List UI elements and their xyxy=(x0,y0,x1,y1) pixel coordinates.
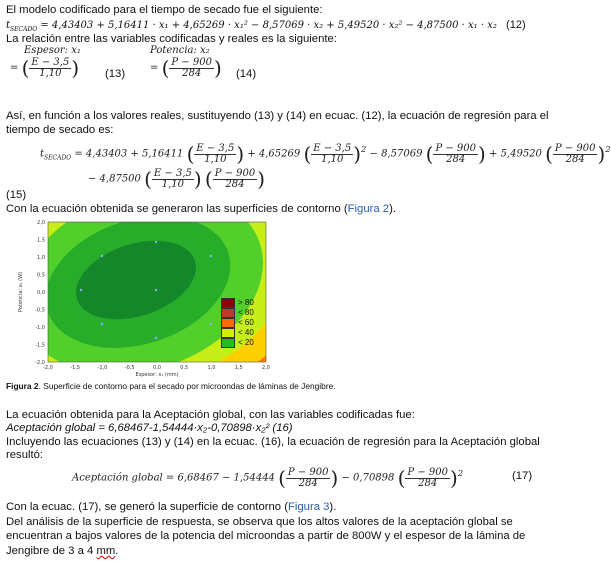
eq12-rhs: = 4,43403 + 5,16411 · x₁ + 4,65269 · x₁² − 8,57069 · x₂ + 5,49520 · x₂² − 4,87500 · x₁ · x₂ xyxy=(40,20,497,31)
analysis-paragraph-line3 xyxy=(6,545,118,559)
legend-swatch xyxy=(221,308,235,318)
eqlong-e-num-2: E − 3,5 xyxy=(313,142,352,154)
eqlong-p-den-2: 284 xyxy=(565,153,585,165)
p8c-post: . xyxy=(115,545,119,557)
legend-swatch xyxy=(221,318,235,328)
equation-14: = ( $\frac{P - 900}{284}$ ) xyxy=(150,56,222,80)
eqlong-sq-1: 2 xyxy=(361,144,367,155)
inclusion-paragraph-line2: resultó: xyxy=(6,449,44,461)
figure-3-paragraph xyxy=(6,501,336,515)
equation-13: = ( $\frac{E - 3,5}{1,10}$ ) xyxy=(10,56,80,80)
p7-text-pre: Con la ecuac. (17), se generó la superficie de contorno ( xyxy=(6,501,288,513)
eq12-number: (12) xyxy=(506,19,526,31)
inclusion-paragraph-line1: Incluyendo las ecuaciones (13) y (14) en la ecuac. (16), la ecuación de regresión para la Aceptación global xyxy=(6,436,540,448)
eqlong-lhs: t xyxy=(40,148,45,160)
eq13-number: (13) xyxy=(105,68,126,80)
eqlong-c1: + 4,65269 xyxy=(247,148,301,160)
eqlong-sub: SECADO xyxy=(44,154,72,162)
y-tick-label: -1,0 xyxy=(35,324,45,331)
eqlong-sq-2: 2 xyxy=(605,144,611,155)
caption-bold: Figura 2 xyxy=(6,381,39,391)
legend-item xyxy=(221,298,254,308)
eq17-lhs: Aceptación global = 6,68467 − 1,54444 xyxy=(72,472,275,484)
equation-12 xyxy=(6,19,526,33)
relation-paragraph: La relación entre las variables codificadas y reales es la siguiente: xyxy=(6,33,337,45)
eq14-denominator: 284 xyxy=(182,67,202,79)
eq15-number: (15) xyxy=(6,189,27,201)
legend-label: > 80 xyxy=(238,298,254,308)
caption-rest: . Superficie de contorno para el secado por microondas de láminas de Jengibre. xyxy=(38,381,336,391)
eqlong-p-num-2: P − 900 xyxy=(554,142,596,154)
contour-legend xyxy=(221,298,254,348)
eqlong-p-den-1: 284 xyxy=(446,153,466,165)
y-tick-label: -0,5 xyxy=(35,307,45,314)
figura-2-link[interactable]: Figura 2 xyxy=(347,203,390,215)
x-tick-label: 1,5 xyxy=(234,365,243,371)
eq17-mid: − 0,70898 xyxy=(341,472,395,484)
p7-text-post: ). xyxy=(329,501,337,513)
eqlong-c2: − 8,57069 xyxy=(369,148,423,160)
eq14-number: (14) xyxy=(236,68,257,80)
eq17-num-1: P − 900 xyxy=(287,466,329,478)
intro-paragraph: El modelo codificado para el tiempo de secado fue el siguiente: xyxy=(6,4,323,16)
eq17-den-1: 284 xyxy=(298,477,318,489)
eq13-numerator: E − 3,5 xyxy=(31,56,70,68)
y-tick-label: 1,5 xyxy=(37,237,45,244)
legend-item xyxy=(221,338,254,348)
eq14-numerator: P − 900 xyxy=(171,56,212,68)
y-tick-label: 1,0 xyxy=(37,254,45,261)
x-tick-label: -1,0 xyxy=(97,365,108,371)
y-axis-label: Potencia: x₂ (W) xyxy=(18,272,24,312)
figure-2 xyxy=(6,218,276,380)
eqlong-line2-coef: − 4,87500 xyxy=(88,173,141,185)
acceptance-paragraph: La ecuación obtenida para la Aceptación global, con las variables codificadas fue: xyxy=(6,409,415,421)
eqlong-p-num-3: P − 900 xyxy=(214,167,256,179)
figura-3-link[interactable]: Figura 3 xyxy=(287,501,330,513)
legend-item xyxy=(221,308,254,318)
y-tick-label: -2,0 xyxy=(35,359,45,366)
eqlong-e-num-1: E − 3,5 xyxy=(196,142,235,154)
eqlong-p-den-3: 284 xyxy=(225,178,245,190)
legend-item xyxy=(221,318,254,328)
eqlong-e-den-3: 1,10 xyxy=(161,178,185,190)
legend-swatch xyxy=(221,298,235,308)
legend-item xyxy=(221,328,254,338)
eqlong-e-den-1: 1,10 xyxy=(204,153,227,165)
p4-text-post: ). xyxy=(389,203,396,215)
eq12-sub: SECADO xyxy=(10,26,38,33)
y-tick-label: 0,5 xyxy=(37,272,45,279)
x-axis-label: Espesor: x₁ (mm) xyxy=(135,372,179,378)
legend-swatch xyxy=(221,338,235,348)
y-tick-label: 0,0 xyxy=(37,289,45,296)
eqlong-p-num-1: P − 900 xyxy=(435,142,476,154)
eq14-label: Potencia: x₂ xyxy=(150,45,210,56)
y-axis-ticks xyxy=(35,220,45,366)
eq13-label: Espesor: x₁ xyxy=(24,45,81,56)
contour-paragraph xyxy=(6,203,396,217)
eqlong-e-num-3: E − 3,5 xyxy=(153,167,192,179)
eqlong-c0: = 4,43403 + 5,16411 xyxy=(74,148,184,160)
legend-label: < 40 xyxy=(238,328,254,338)
analysis-paragraph-line2: encuentran a bajos valores de la potencia del microondas a partir de 800W y el espesor de la lámina de xyxy=(6,530,526,542)
analysis-paragraph-line1: Del análisis de la superficie de respuesta, se observa que los altos valores de la aceptación global se xyxy=(6,516,513,528)
x-tick-label: 2,0 xyxy=(262,365,270,371)
eq13-denominator: 1,10 xyxy=(39,67,62,79)
legend-label: < 20 xyxy=(238,338,254,348)
eq12-lhs: t xyxy=(6,20,11,31)
eqlong-c3: + 5,49520 xyxy=(489,148,542,160)
x-tick-label: 0,0 xyxy=(153,365,161,371)
x-axis-ticks xyxy=(43,365,270,371)
x-tick-label: 1,0 xyxy=(207,365,216,371)
x-tick-label: -0,5 xyxy=(124,365,135,371)
y-tick-label: 2,0 xyxy=(37,219,45,226)
eq17-number: (17) xyxy=(512,470,533,482)
figure-2-caption xyxy=(6,381,336,391)
substitution-paragraph: Así, en función a los valores reales, sustituyendo (13) y (14) en ecuac. (12), la ecuación de regresión para el tiempo de secado es: xyxy=(6,110,549,136)
eq17-num-2: P − 900 xyxy=(407,466,448,478)
legend-label: < 80 xyxy=(238,308,254,318)
eqlong-e-den-2: 1,10 xyxy=(321,153,344,165)
equation-long-line2: − 4,87500 ( $\frac{E - 3,5}{1,10}$ ) ( $\frac{P - 900}{284}$ ) xyxy=(88,167,266,191)
equation-17: Aceptación global = 6,68467 − 1,54444 ( $\frac{P - 900}{284}$ ) − 0,70898 ( $\frac{P - 900}{284}$ )$^2$ xyxy=(72,466,464,490)
p4-text-pre: Con la ecuación obtenida se generaron las superficies de contorno ( xyxy=(6,203,348,215)
legend-label: < 60 xyxy=(238,318,254,328)
eq17-den-2: 284 xyxy=(418,477,438,489)
y-tick-label: -1,5 xyxy=(35,342,45,349)
x-tick-label: -2,0 xyxy=(43,365,53,371)
x-tick-label: -1,5 xyxy=(70,365,81,371)
eq17-sq: 2 xyxy=(457,468,464,479)
x-tick-label: 0,5 xyxy=(180,365,189,371)
equation-16: Aceptación global = 6,68467-1,54444·x₂-0,70898·x₂² (16) xyxy=(6,422,293,434)
equation-long-line1: $t_{SECADO} = 4,43403 + 5,16411$ ( $\frac{E - 3,5}{1,10}$ ) + 4,65269 ( $\frac{E - 3,5}{1,10}$ )$^2$ − 8,57069 ( $\frac{P - 900}{284}$ ) + 5,49520 ( $\frac{P - 900}{284}$ )$^2$ xyxy=(40,142,611,166)
p8c-unit: mm xyxy=(96,545,116,557)
legend-swatch xyxy=(221,328,235,338)
p8c-pre: Jengibre de 3 a 4 xyxy=(6,545,97,557)
